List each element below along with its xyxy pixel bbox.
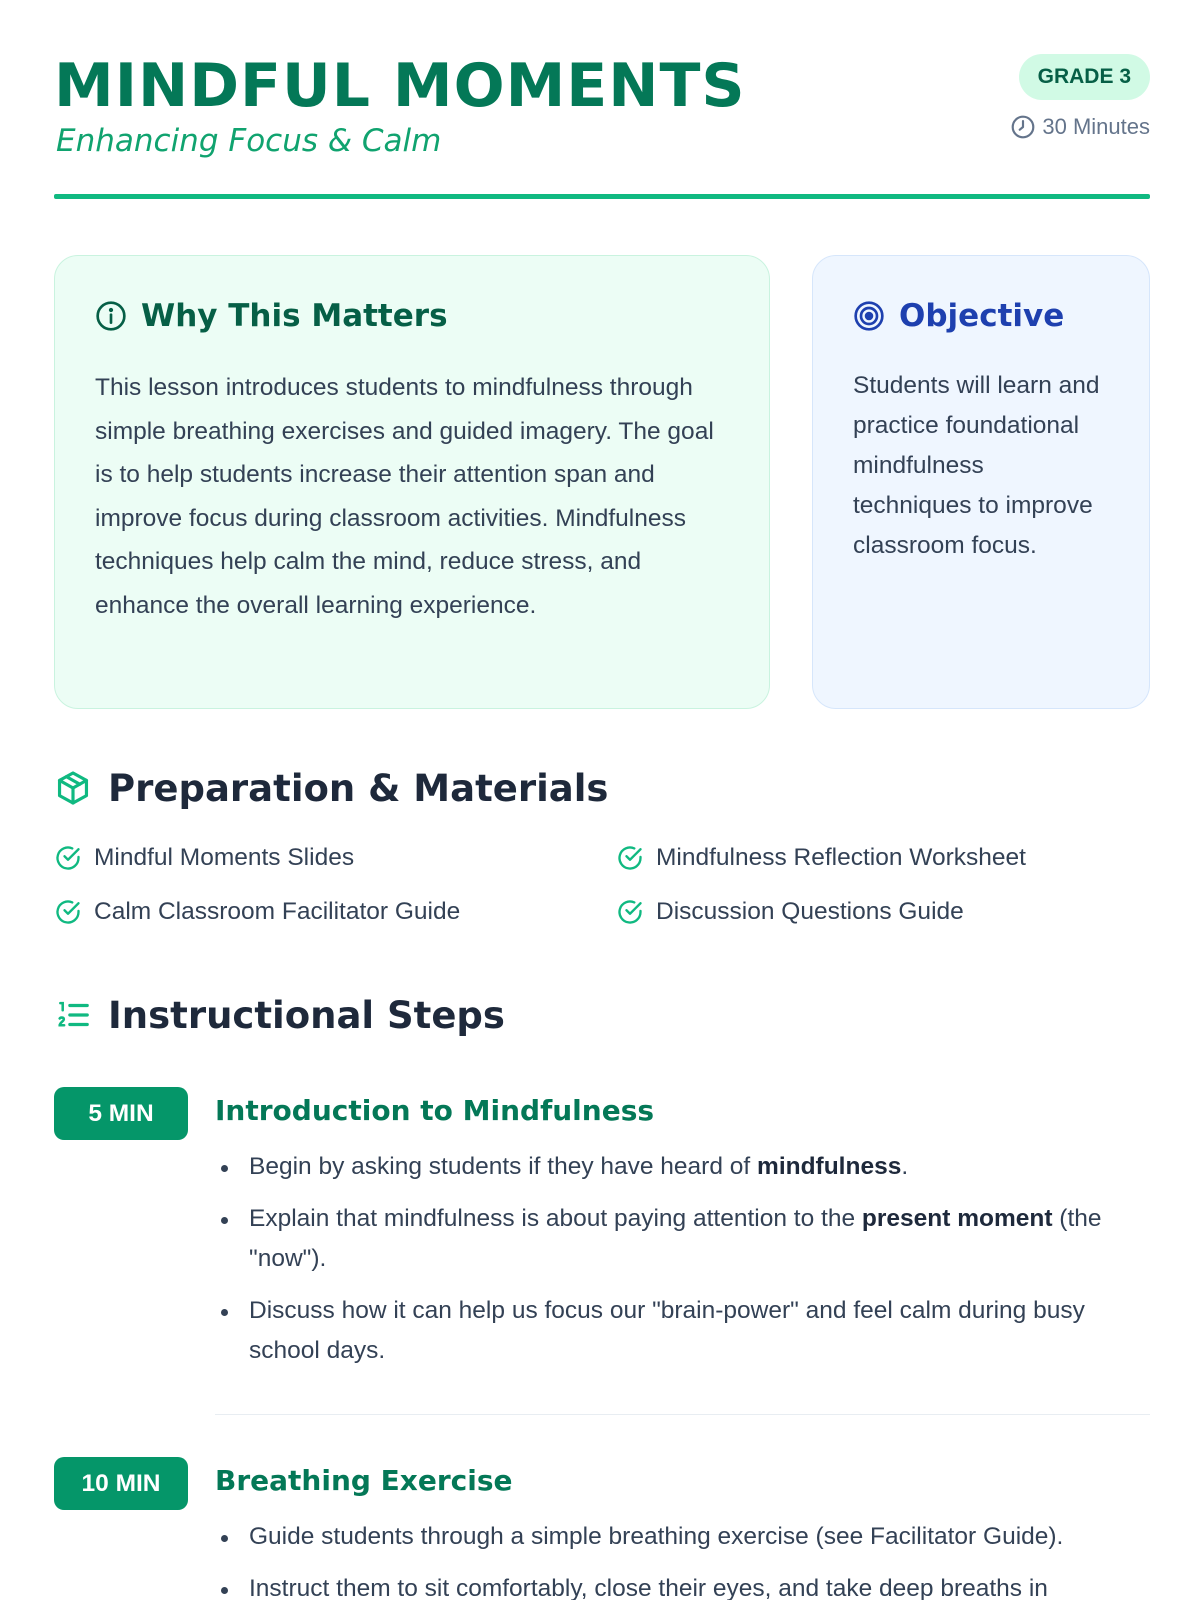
steps-header [54, 993, 505, 1037]
target-icon [853, 300, 885, 332]
info-icon [95, 300, 127, 332]
material-label: Mindful Moments Slides [94, 844, 355, 871]
preparation-title: Preparation & Materials [108, 766, 609, 810]
step-bullets [215, 1147, 1150, 1371]
lesson-title: MINDFUL MOMENTS [54, 51, 746, 121]
material-item [54, 843, 616, 873]
step-bullet: Guide students through a simple breathing exercise (see Facilitator Guide). [215, 1517, 1150, 1557]
step-bullet: Explain that mindfulness is about paying attention to the present moment (the "now"). [215, 1199, 1150, 1279]
material-item [616, 843, 1150, 873]
step-bullet: Instruct them to sit comfortably, close their eyes, and take deep breaths in [215, 1569, 1150, 1600]
duration [1010, 114, 1150, 140]
step-bullet: Discuss how it can help us focus our "brain-power" and feel calm during busy school days. [215, 1291, 1150, 1371]
why-title: Why This Matters [141, 297, 448, 334]
objective-card [812, 255, 1150, 709]
step-title: Breathing Exercise [215, 1464, 513, 1497]
lesson-header [54, 50, 1150, 200]
grade-badge: GRADE 3 [1019, 54, 1150, 100]
step-bullet: Begin by asking students if they have heard of mindfulness. [215, 1147, 1150, 1187]
step-divider [215, 1414, 1150, 1415]
step-time-badge: 5 MIN [54, 1087, 188, 1140]
material-item [616, 897, 1150, 927]
material-label: Discussion Questions Guide [656, 898, 964, 925]
header-divider [54, 194, 1150, 199]
check-circle-icon [54, 898, 82, 926]
step-time-badge: 10 MIN [54, 1457, 188, 1510]
steps-title: Instructional Steps [108, 993, 505, 1037]
why-text: This lesson introduces students to mindfulness through simple breathing exercises and guided imagery. The goal is to help students increase their attention span and improve focus during classroom activities. Mindfulness techniques help calm the mind, reduce stress, and enhance the overall learning experience. [95, 374, 714, 619]
objective-title: Objective [899, 297, 1065, 334]
objective-text: Students will learn and practice foundational mindfulness techniques to improve classroom focus. [853, 372, 1100, 559]
why-this-matters-card [54, 255, 770, 709]
material-label: Calm Classroom Facilitator Guide [94, 898, 461, 925]
numbered-list-icon [54, 996, 92, 1034]
material-label: Mindfulness Reflection Worksheet [656, 844, 1026, 871]
check-circle-icon [616, 898, 644, 926]
step-bullets [215, 1517, 1150, 1600]
preparation-header [54, 766, 609, 810]
materials-list [54, 843, 1150, 927]
lesson-subtitle: Enhancing Focus & Calm [56, 123, 442, 159]
clock-icon [1010, 114, 1036, 140]
material-item [54, 897, 616, 927]
check-circle-icon [54, 844, 82, 872]
package-icon [54, 769, 92, 807]
check-circle-icon [616, 844, 644, 872]
step-title: Introduction to Mindfulness [215, 1094, 655, 1127]
duration-label: 30 Minutes [1042, 114, 1150, 139]
